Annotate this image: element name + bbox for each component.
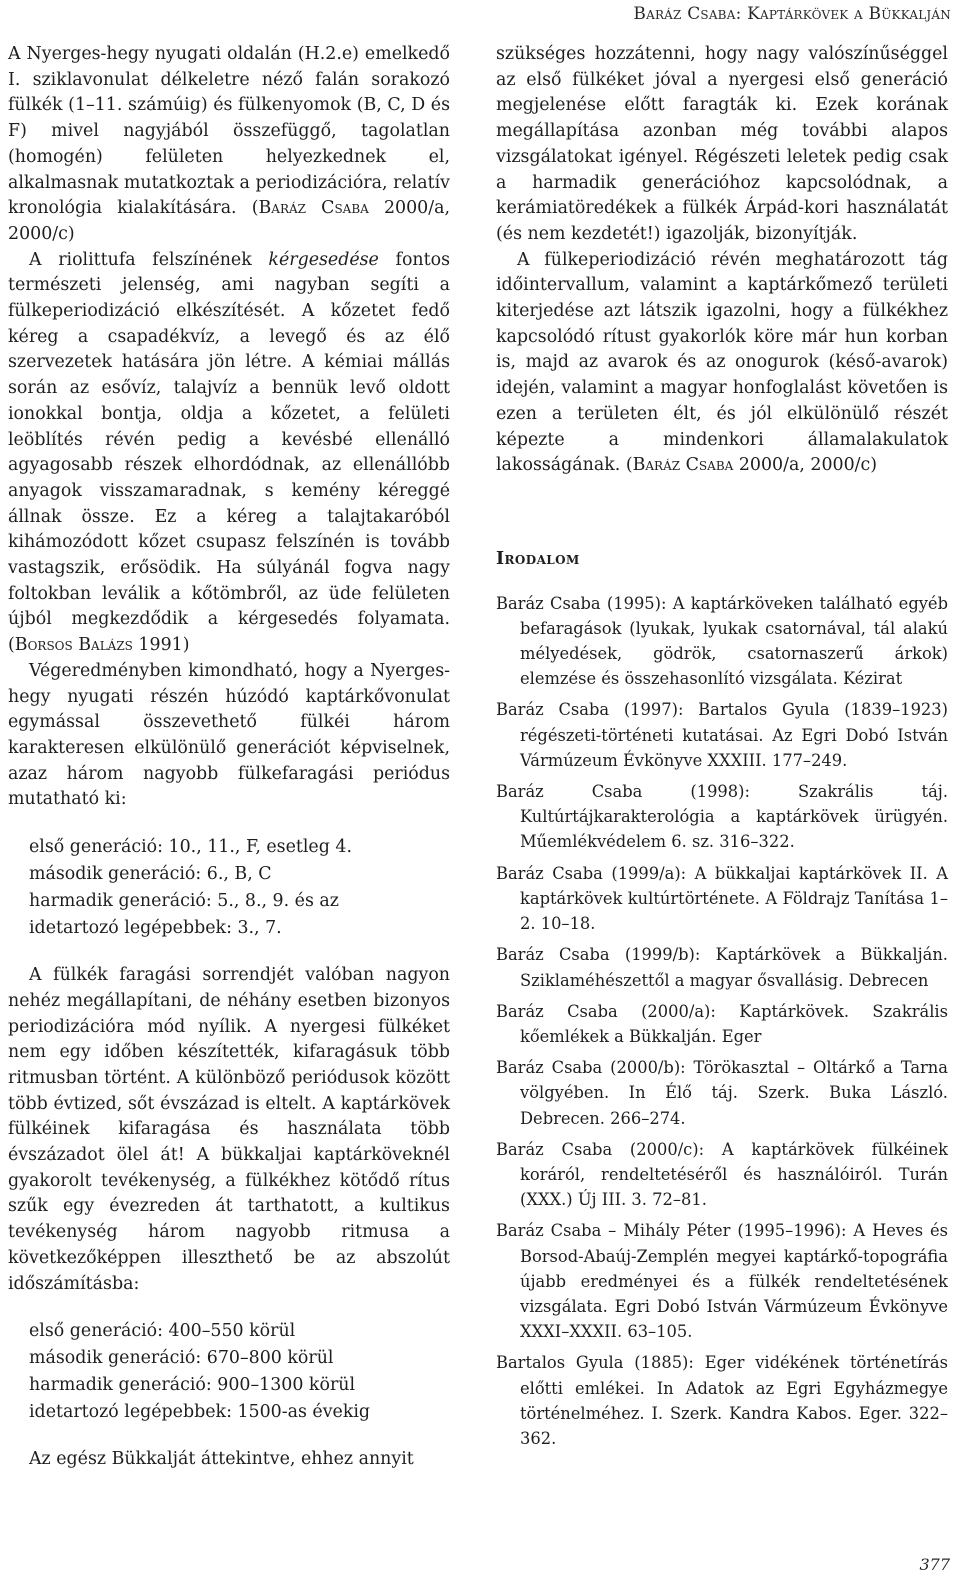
list-item: idetartozó legépebbek: 1500-as évekig [29, 1402, 371, 1423]
list-item: második generáció: 6., B, C [29, 864, 272, 885]
list-item: második generáció: 670–800 körül [29, 1348, 334, 1369]
citation-author: Baráz Csaba [632, 455, 734, 476]
running-header: Baráz Csaba: Kaptárkövek a Bükkalján [633, 4, 951, 24]
paragraph: A fülkeperiodizáció révén meghatározott tág időintervallum, valamint a kaptárkőmező területi kiterjedése azt látszik igazolni, hogy a fülkékhez kapcsolódó rítust gyakorlók köre már hun korban is, majd az avarok és az onogurok (késő-avarok) idején, valamint a magyar honfoglalást követően is ezen a területen élt, és jól elkülönülő részét képezte a mindenkori államalakulatok lakosságának. (Baráz Csaba 2000/a, 2000/c) [496, 249, 948, 476]
paragraph: A Nyerges-hegy nyugati oldalán (H.2.e) emelkedő I. sziklavonulat délkeletre néző falán sorakozó fülkék (1–11. számúig) és fülkenyomok (B, C, D és F) mivel nagyjából összefüggő, tagolatlan (homogén) felületen helyezkednek el, alkalmasnak mutatkoztak a periodizációra, relatív kronológia kialakítására. (Baráz Csaba 2000/a, 2000/c) [8, 44, 450, 244]
list-item: első generáció: 400–550 körül [29, 1321, 296, 1342]
reference-item: Baráz Csaba (2000/c): A kaptárkövek fülkéinek koráról, rendeltetéséről és használóiról. Turán (XXX.) Új III. 3. 72–81. [496, 1139, 948, 1210]
left-column [8, 42, 450, 1473]
list-item: első generáció: 10., 11., F, esetleg 4. [29, 837, 352, 858]
reference-item: Baráz Csaba (1999/a): A bükkaljai kaptárkövek II. A kaptárkövek kultúrtörténete. A Földrajz Tanítása 1–2. 10–18. [496, 863, 948, 934]
reference-item: Baráz Csaba (1998): Szakrális táj. Kultúrtájkarakterológia a kaptárkövek ürügyén. Műemlékvédelem 6. sz. 316–322. [496, 782, 948, 852]
list-item: harmadik generáció: 5., 8., 9. és az [29, 891, 339, 912]
list-item: harmadik generáció: 900–1300 körül [29, 1375, 356, 1396]
right-column [496, 42, 948, 1457]
section-title: Irodalom [496, 548, 580, 569]
reference-item: Bartalos Gyula (1885): Eger vidékének történetírás előtti emlékei. In Adatok az Egri Egyházmegye történelméhez. I. Szerk. Kandra Kabos. Eger. 322–362. [496, 1353, 948, 1448]
timeline-list [29, 1318, 450, 1426]
reference-list [496, 591, 948, 1452]
reference-item: Baráz Csaba (1997): Bartalos Gyula (1839–1923) régészeti-történeti kutatásai. Az Egri Dobó István Vármúzeum Évkönyve XXXIII. 177–249. [496, 700, 948, 770]
page-number: 377 [919, 1555, 950, 1574]
reference-item: Baráz Csaba (1999/b): Kaptárkövek a Bükkalján. Sziklaméhészettől a magyar ősvallásig. Debrecen [496, 945, 948, 990]
paragraph: Az egész Bükkalját áttekintve, ehhez annyit [29, 1449, 414, 1470]
reference-item: Baráz Csaba – Mihály Péter (1995–1996): A Heves és Borsod-Abaúj-Zemplén megyei kaptárkő-topográfia újabb eredményei és a fülkék rendeltetésének vizsgálata. Egri Dobó István Vármúzeum Évkönyve XXXI–XXXII. 63–105. [496, 1221, 948, 1342]
reference-item: Baráz Csaba (1995): A kaptárköveken található egyéb befaragások (lyukak, lyukak csatornával, tál alakú mélyedések, gödrök, csatornaszerű árkok) elemzése és összehasonlító vizsgálata. Kézirat [496, 593, 948, 689]
reference-item: Baráz Csaba (2000/b): Törökasztal – Oltárkő a Tarna völgyében. In Élő táj. Szerk. Buka László. Debrecen. 266–274. [496, 1058, 948, 1128]
reference-item: Baráz Csaba (2000/a): Kaptárkövek. Szakrális kőemlékek a Bükkalján. Eger [496, 1001, 948, 1046]
generation-list [29, 834, 450, 942]
paragraph: szükséges hozzátenni, hogy nagy valószínűséggel az első fülkéket jóval a nyergesi első generáció megjelenése előtt faragták ki. Ezek korának megállapítása azonban még további alapos vizsgálatokat igényel. Régészeti leletek pedig csak a harmadik generációhoz kapcsolódnak, a kerámiatöredékek a fülkék Árpád-kori használatát (és nem kezdetét!) igazolják, bizonyítják. [496, 44, 948, 244]
paragraph: A fülkék faragási sorrendjét valóban nagyon nehéz megállapítani, de néhány esetben bizonyos periodizációra mód nyílik. A nyergesi fülkéket nem egy időben készítették, kifaragásuk több ritmusban történt. A különböző periódusok között több évtized, sőt évszázad is eltelt. A kaptárkövek fülkéinek kifaragása és használata több évszázadot ölel át! A bükkaljai kaptárköveknél gyakorolt tevékenység, a fülkékhez kötődő rítus szűk egy évezreden át tarthatott, a kultikus tevékenység három nagyobb ritmusa a következőképpen illeszthető be az abszolút időszámításba: [8, 965, 450, 1294]
paragraph: Végeredményben kimondható, hogy a Nyerges-hegy nyugati részén húzódó kaptárkővonulat egymással összevethető fülkéi három karakteresen elkülönülő generációt képviselnek, azaz három nagyobb fülkefaragási periódus mutatható ki: [8, 660, 450, 810]
paragraph: A riolittufa felszínének kérgesedése fontos természeti jelenség, ami nagyban segíti a fülkeperiodizáció elkészítését. A kőzetet fedő kéreg a csapadékvíz, a levegő és az élő szervezetek hatására jön létre. A kémiai mállás során az esővíz, talajvíz a bennük levő oldott ionokkal bontja, oldja a kőzetet, a felületi leöblítés révén pedig a kevésbé ellenálló agyagosabb részek elhordódnak, az ellenállóbb anyagok visszamaradnak, s kemény kéreggé állnak össze. Ez a kéreg a talajtakaróból kihámozódott kőzet csupasz felszínén is tovább vastagszik, erősödik. Ha súlyánál fogva nagy foltokban leválik a kőtömbről, az üde felületen újból megkezdődik a kérgesedés folyamata. (Borsos Balázs 1991) [8, 249, 450, 656]
citation-author: Borsos Balázs [14, 635, 133, 656]
citation-author: Baráz Csaba [258, 198, 369, 219]
list-item: idetartozó legépebbek: 3., 7. [29, 918, 282, 939]
emphasis: kérgesedése [268, 249, 379, 270]
